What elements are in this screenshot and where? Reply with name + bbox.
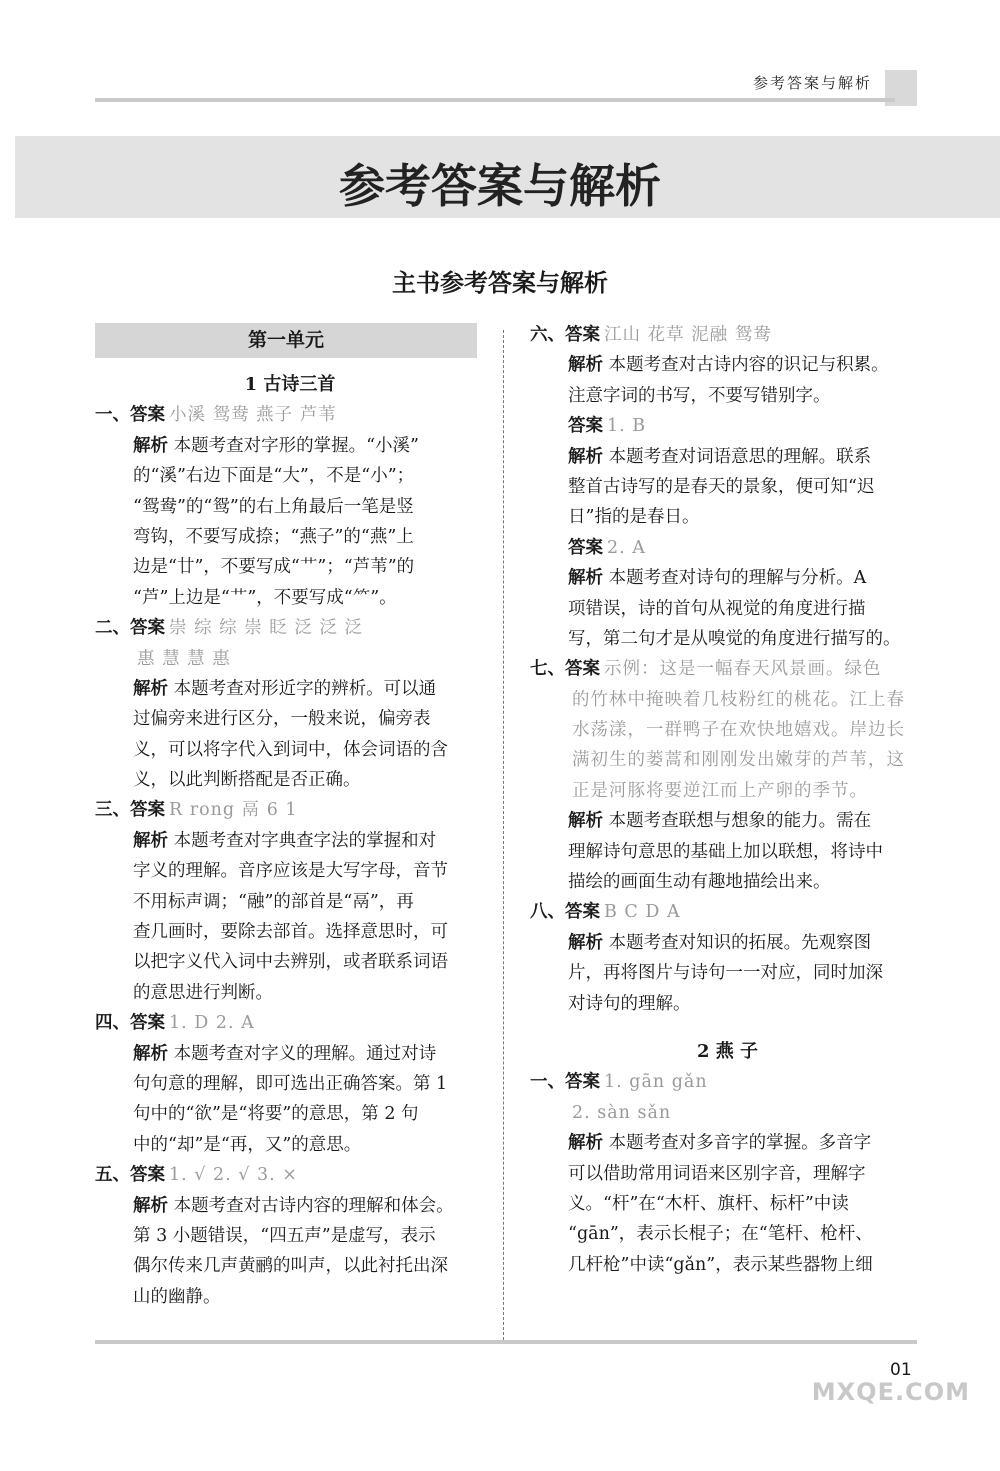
lesson-2-question-1-answer: 一、答案 1. gān gǎn <box>530 1072 708 1093</box>
header-rule <box>95 98 895 102</box>
column-divider <box>503 330 504 1340</box>
page-number: 01 <box>890 1360 912 1380</box>
left-column: 1 古诗三首 一、答案 小溪 鸳鸯 燕子 芦苇 解析 本题考查对字形的掌握。“小溪” 的“溪”右边下面是“大”，不是“小”； “鸳鸯”的“鸳”的右上角最后一笔是竖 弯钩，不要写成捺；“燕子”的“燕”上 边是“廿”，不要写成“艹”；“芦苇”的 “芦”上边是“艹”，不要写成“⺮”。 二、答案 崇 综 综 崇 眨 泛 泛 泛 惠 慧 慧 惠 解析 本题考查对形近字的辨析。可以通 过偏旁来进行区分，一般来说，偏旁表 义，可以将字代入到词中，体会词语的含 义，以此判断搭配是否正确。 三、答案 R rong 鬲 6 1 解析 本题考查对字典查字法的掌握和对 字义的理解。音序应该是大写字母，音节 不用标声调；“融”的部首是“鬲”，再 查几画时，要除去部首。选择意思时，可 以把字义代入词中去辨别，或者联系词语 的意思进行判断。 四、答案 1. D 2. A 解析 本题考查对字义的理解。通过对诗 句句意的理解，即可选出正确答案。第 1 句中的“欲”是“将要”的意思，第 2 句 中的“却”是“再，又”的意思。 五、答案 1. √ 2. √ 3. × 解析 本题考查对古诗内容的理解和体会。 第 3 小题错误，“四五声”是虚写，表示 偶尔传来几声黄鹂的叫声，以此衬托出深 山的幽静。 <box>95 370 485 1312</box>
right-column: 六、答案 江山 花草 泥融 鸳鸯 解析 本题考查对古诗内容的识记与积累。 注意字词的书写，不要写错别字。 答案 1. B 解析 本题考查对词语意思的理解。联系 整首古诗写的是春天的景象，便可知“迟 日”指的是春日。 答案 2. A 解析 本题考查对诗句的理解与分析。A 项错误，诗的首句从视觉的角度进行描 写，第二句才是从嗅觉的角度进行描写的。 七、答案 示例：这是一幅春天风景画。绿色 的竹林中掩映着几枝粉红的桃花。江上春 水荡漾，一群鸭子在欢快地嬉戏。岸边长 满初生的蒌蒿和刚刚发出嫩芽的芦苇，这 正是河豚将要逆江而上产卵的季节。 解析 本题考查联想与想象的能力。需在 理解诗句意思的基础上加以联想，将诗中 描绘的画面生动有趣地描绘出来。 八、答案 B C D A 解析 本题考查对知识的拓展。先观察图 片，再将图片与诗句一一对应，同时加深 对诗句的理解。 2 燕 子 一、答案 1. gān gǎn 2. sàn sǎn 解析 本题考查对多音字的掌握。多音字 可以借助常用词语来区别字音，理解字 义。“杆”在“木杆、旗杆、标杆”中读 “gān”，表示长棍子；在“笔杆、枪杆、 几杆枪”中读“gǎn”，表示某些器物上细 <box>530 320 925 1280</box>
running-header: 参考答案与解析 <box>752 74 872 92</box>
question-2-answer: 二、答案 崇 综 综 崇 眨 泛 泛 泛 <box>95 618 363 639</box>
lesson-title: 1 古诗三首 <box>244 374 336 395</box>
lesson-2-title: 2 燕 子 <box>696 1040 759 1062</box>
question-8-answer: 八、答案 B C D A <box>530 902 681 923</box>
question-4-answer: 四、答案 1. D 2. A <box>95 1013 255 1034</box>
question-5-answer: 五、答案 1. √ 2. √ 3. × <box>95 1165 298 1186</box>
footer-rule <box>95 1340 917 1344</box>
section-subtitle: 主书参考答案与解析 <box>392 268 608 297</box>
question-6-answer: 六、答案 江山 花草 泥融 鸳鸯 <box>530 325 772 345</box>
unit-heading: 第一单元 <box>95 323 477 358</box>
watermark-text: MXQE.COM <box>811 1378 970 1406</box>
question-3-answer: 三、答案 R rong 鬲 6 1 <box>95 800 298 821</box>
page-title: 参考答案与解析 <box>339 159 661 213</box>
question-7-answer: 七、答案 示例：这是一幅春天风景画。绿色 <box>530 659 882 680</box>
question-1-answer: 一、答案 小溪 鸳鸯 燕子 芦苇 <box>95 405 337 426</box>
